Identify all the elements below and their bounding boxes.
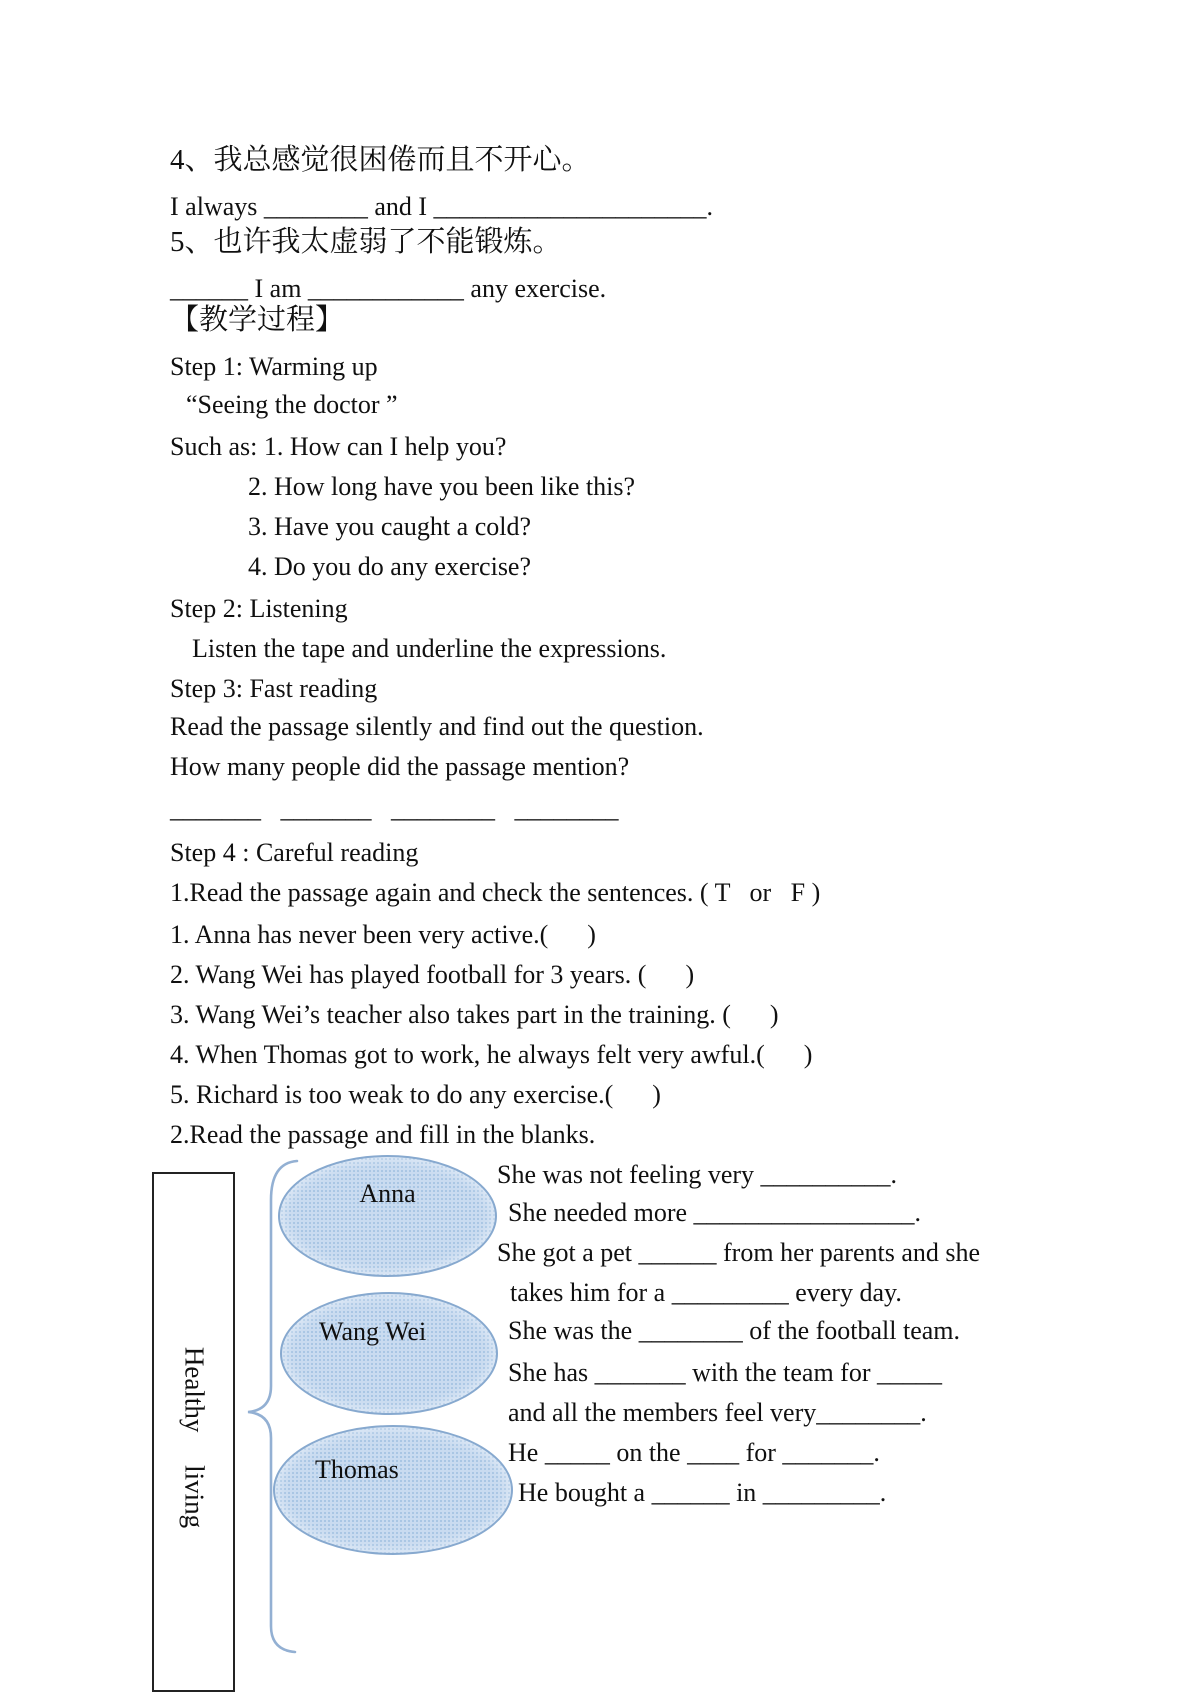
step4-task-2: 2.Read the passage and fill in the blanks. bbox=[170, 1120, 596, 1149]
teaching-process-header: 【教学过程】 bbox=[170, 304, 345, 336]
healthy-living-box bbox=[152, 1172, 235, 1692]
fill-blank-line-3: She got a pet ______ from her parents and she bbox=[497, 1238, 981, 1267]
tf-item-1: 1. Anna has never been very active.( ) bbox=[170, 920, 596, 949]
healthy-living-label: Healthy living bbox=[179, 1346, 210, 1529]
step3-question: How many people did the passage mention? bbox=[170, 752, 630, 781]
step1-topic: “Seeing the doctor ” bbox=[186, 390, 398, 419]
wangwei-bubble bbox=[280, 1292, 498, 1415]
step4-title: Step 4 : Careful reading bbox=[170, 838, 419, 867]
fill-blank-line-8: He _____ on the ____ for _______. bbox=[508, 1438, 880, 1467]
step4-task-1: 1.Read the passage again and check the sentences. ( T or F ) bbox=[170, 878, 821, 907]
step3-title: Step 3: Fast reading bbox=[170, 674, 378, 703]
step1-title: Step 1: Warming up bbox=[170, 352, 378, 381]
step3-answer-blanks: _______ _______ ________ ________ bbox=[170, 794, 619, 823]
fill-blank-line-4: takes him for a _________ every day. bbox=[510, 1278, 902, 1307]
step1-question-4: 4. Do you do any exercise? bbox=[248, 552, 532, 581]
step1-question-2: 2. How long have you been like this? bbox=[248, 472, 636, 501]
fill-blank-line-6: She has _______ with the team for _____ bbox=[508, 1358, 942, 1387]
tf-item-3: 3. Wang Wei’s teacher also takes part in the training. ( ) bbox=[170, 1000, 779, 1029]
step2-task: Listen the tape and underline the expressions. bbox=[192, 634, 667, 663]
en-fill-sentence-4: I always ________ and I _____________________. bbox=[170, 192, 714, 221]
tf-item-4: 4. When Thomas got to work, he always felt very awful.( ) bbox=[170, 1040, 813, 1069]
thomas-bubble bbox=[273, 1425, 513, 1555]
cn-sentence-4: 4、我总感觉很困倦而且不开心。 bbox=[170, 144, 591, 176]
step1-question-3: 3. Have you caught a cold? bbox=[248, 512, 532, 541]
tf-item-5: 5. Richard is too weak to do any exercise.( ) bbox=[170, 1080, 661, 1109]
cn-sentence-5: 5、也许我太虚弱了不能锻炼。 bbox=[170, 226, 562, 258]
anna-bubble bbox=[278, 1155, 497, 1277]
fill-blank-line-1: She was not feeling very __________. bbox=[497, 1160, 898, 1189]
fill-blank-line-5: She was the ________ of the football team. bbox=[508, 1316, 961, 1345]
step3-task: Read the passage silently and find out the question. bbox=[170, 712, 704, 741]
fill-blank-line-7: and all the members feel very________. bbox=[508, 1398, 927, 1427]
fill-blank-line-2: She needed more _________________. bbox=[508, 1198, 922, 1227]
thomas-label: Thomas bbox=[315, 1455, 399, 1484]
en-fill-sentence-5: ______ I am ____________ any exercise. bbox=[170, 274, 607, 303]
wangwei-label: Wang Wei bbox=[319, 1317, 427, 1346]
step2-title: Step 2: Listening bbox=[170, 594, 348, 623]
anna-label: Anna bbox=[359, 1179, 416, 1208]
tf-item-2: 2. Wang Wei has played football for 3 years. ( ) bbox=[170, 960, 695, 989]
fill-blank-line-9: He bought a ______ in _________. bbox=[518, 1478, 887, 1507]
step1-question-1: Such as: 1. How can I help you? bbox=[170, 432, 507, 461]
